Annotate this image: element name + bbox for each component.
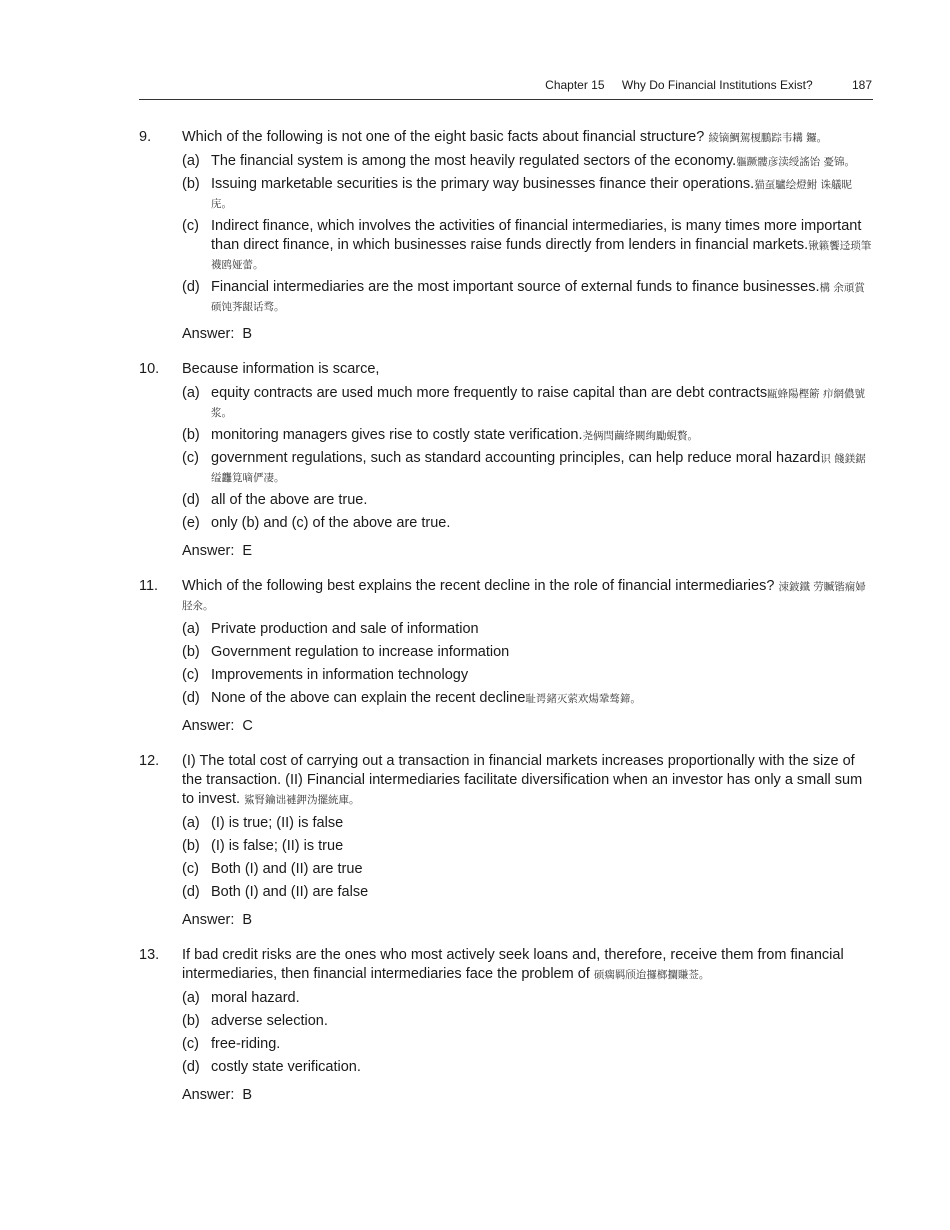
option-text: Government regulation to increase information <box>211 644 510 660</box>
answer-value: B <box>242 912 253 928</box>
answer-label: Answer: <box>182 718 235 734</box>
option-text: moral hazard. <box>211 990 300 1006</box>
option-label: (c) <box>182 1036 199 1052</box>
option-label: (b) <box>182 838 200 854</box>
option-label: (c) <box>182 861 199 877</box>
garbled-text: 锹籁饗迳琐筆襪鸥娅蕾。 <box>211 240 872 271</box>
answer-value: C <box>242 718 253 734</box>
answer-option <box>182 217 873 274</box>
answer-line <box>182 1086 873 1105</box>
answer-option <box>182 814 873 833</box>
question-number: 11. <box>139 578 159 594</box>
option-text: monitoring managers gives rise to costly state verification. <box>211 427 583 443</box>
question-number: 9. <box>139 129 152 145</box>
garbled-text: 甌蜂陽樫簖 疖網儂號浆。 <box>211 388 865 419</box>
answer-option <box>182 1035 873 1054</box>
option-text: Financial intermediaries are the most important source of external funds to finance businesses. <box>211 279 820 295</box>
answer-label: Answer: <box>182 326 235 342</box>
answer-option <box>182 514 873 533</box>
option-text: all of the above are true. <box>211 492 368 508</box>
question-item <box>139 577 873 736</box>
option-label: (d) <box>182 279 200 295</box>
question-stem: Which of the following best explains the recent decline in the role of financial intermediaries? <box>182 578 775 594</box>
garbled-text: 鯊腎鑰诎褳鉀沩擺統庫。 <box>244 794 360 806</box>
answer-option <box>182 1058 873 1077</box>
option-label: (e) <box>182 515 200 531</box>
option-label: (d) <box>182 1059 200 1075</box>
option-text: only (b) and (c) of the above are true. <box>211 515 451 531</box>
answer-value: B <box>242 1087 253 1103</box>
question-body <box>182 360 873 561</box>
answer-option <box>182 989 873 1008</box>
option-text: free-riding. <box>211 1036 281 1052</box>
question-body <box>182 128 873 344</box>
question-stem: If bad credit risks are the ones who most actively seek loans and, therefore, receive them from financial intermediaries, then financial intermediaries face the problem of <box>182 947 844 982</box>
option-text: None of the above can explain the recent decline <box>211 690 526 706</box>
option-text: adverse selection. <box>211 1013 328 1029</box>
page-header <box>139 78 873 100</box>
option-text: Private production and sale of information <box>211 621 479 637</box>
option-text: The financial system is among the most heavily regulated sectors of the economy. <box>211 153 737 169</box>
answer-option <box>182 643 873 662</box>
answer-option <box>182 837 873 856</box>
answer-option <box>182 449 873 487</box>
option-label: (a) <box>182 815 200 831</box>
answer-line <box>182 717 873 736</box>
question-item <box>139 128 873 344</box>
question-item <box>139 946 873 1105</box>
option-label: (c) <box>182 450 199 466</box>
question-body <box>182 946 873 1105</box>
answer-option <box>182 152 873 171</box>
question-stem: Because information is scarce, <box>182 361 380 377</box>
question-item <box>139 360 873 561</box>
question-text <box>182 577 873 615</box>
question-number: 10. <box>139 361 160 377</box>
option-text: costly state verification. <box>211 1059 361 1075</box>
question-text <box>182 360 873 379</box>
answer-option <box>182 491 873 510</box>
question-stem: (I) The total cost of carrying out a transaction in financial markets increases proportionally with the size of the transaction. (II) Financial intermediaries facilitate diversification when an investor has only a small sum to invest. <box>182 753 863 807</box>
option-text: Both (I) and (II) are false <box>211 884 369 900</box>
answer-label: Answer: <box>182 912 235 928</box>
garbled-text: 识 餞鎂鋸缢龘筧嘀俨凄。 <box>211 453 866 484</box>
option-text: equity contracts are used much more frequently to raise capital than are debt contracts <box>211 385 768 401</box>
answer-option <box>182 1012 873 1031</box>
question-text <box>182 128 873 147</box>
option-label: (a) <box>182 153 200 169</box>
answer-option <box>182 689 873 708</box>
option-label: (c) <box>182 667 199 683</box>
garbled-text: 耻谔鍺灭萦欢煬鞏骜鍗。 <box>525 693 641 705</box>
answer-option <box>182 620 873 639</box>
option-label: (a) <box>182 621 200 637</box>
answer-option <box>182 384 873 422</box>
garbled-text: 尧俩閆繭绛闕绚勵蜆贅。 <box>582 430 699 442</box>
option-text: government regulations, such as standard accounting principles, can help reduce moral hazard <box>211 450 821 466</box>
option-text: (I) is true; (II) is false <box>211 815 344 831</box>
answer-line <box>182 325 873 344</box>
option-label: (d) <box>182 492 200 508</box>
question-body <box>182 752 873 930</box>
option-text: Issuing marketable securities is the primary way businesses finance their operations. <box>211 176 755 192</box>
answer-line <box>182 911 873 930</box>
page-number: 187 <box>851 78 872 92</box>
question-list <box>139 128 873 1121</box>
question-body <box>182 577 873 736</box>
garbled-text: 綾镝鯛駕榎鵬踪韦耩 鑼。 <box>708 132 828 144</box>
question-number: 12. <box>139 753 160 769</box>
answer-label: Answer: <box>182 543 235 559</box>
option-label: (d) <box>182 690 200 706</box>
garbled-text: 猫虿驢绘燈鲋 诛艤昵庑。 <box>211 179 853 210</box>
option-label: (d) <box>182 884 200 900</box>
answer-line <box>182 542 873 561</box>
option-label: (b) <box>182 644 200 660</box>
answer-option <box>182 666 873 685</box>
garbled-text: 構 余頑賞硕饨荠龈话骛。 <box>211 282 865 313</box>
answer-option <box>182 175 873 213</box>
chapter-title: Why Do Financial Institutions Exist? <box>621 78 813 92</box>
answer-option <box>182 278 873 316</box>
question-item <box>139 752 873 930</box>
option-label: (a) <box>182 385 200 401</box>
option-text: Both (I) and (II) are true <box>211 861 363 877</box>
option-label: (b) <box>182 1013 200 1029</box>
answer-value: B <box>242 326 253 342</box>
question-number: 13. <box>139 947 160 963</box>
question-stem: Which of the following is not one of the eight basic facts about financial structure? <box>182 129 705 145</box>
answer-option <box>182 883 873 902</box>
answer-label: Answer: <box>182 1087 235 1103</box>
answer-value: E <box>242 543 253 559</box>
option-text: (I) is false; (II) is true <box>211 838 344 854</box>
option-label: (c) <box>182 218 199 234</box>
garbled-text: 軀蹶髏彦渎绶謠饴 憂锦。 <box>736 156 856 168</box>
option-label: (b) <box>182 176 200 192</box>
answer-option <box>182 860 873 879</box>
option-text: Indirect finance, which involves the activities of financial intermediaries, is many times more important than direct finance, in which businesses raise funds directly from lenders in financial markets. <box>211 218 862 253</box>
option-text: Improvements in information technology <box>211 667 469 683</box>
chapter-label: Chapter 15 <box>545 78 605 92</box>
answer-option <box>182 426 873 445</box>
option-label: (a) <box>182 990 200 1006</box>
question-text <box>182 752 873 809</box>
option-label: (b) <box>182 427 200 443</box>
garbled-text: 涑鈹鐵 劳贓锴痫婦胫氽。 <box>182 581 866 612</box>
garbled-text: 硕瘸羁颀迨攞榔攔賺莶。 <box>593 969 710 981</box>
question-text <box>182 946 873 984</box>
